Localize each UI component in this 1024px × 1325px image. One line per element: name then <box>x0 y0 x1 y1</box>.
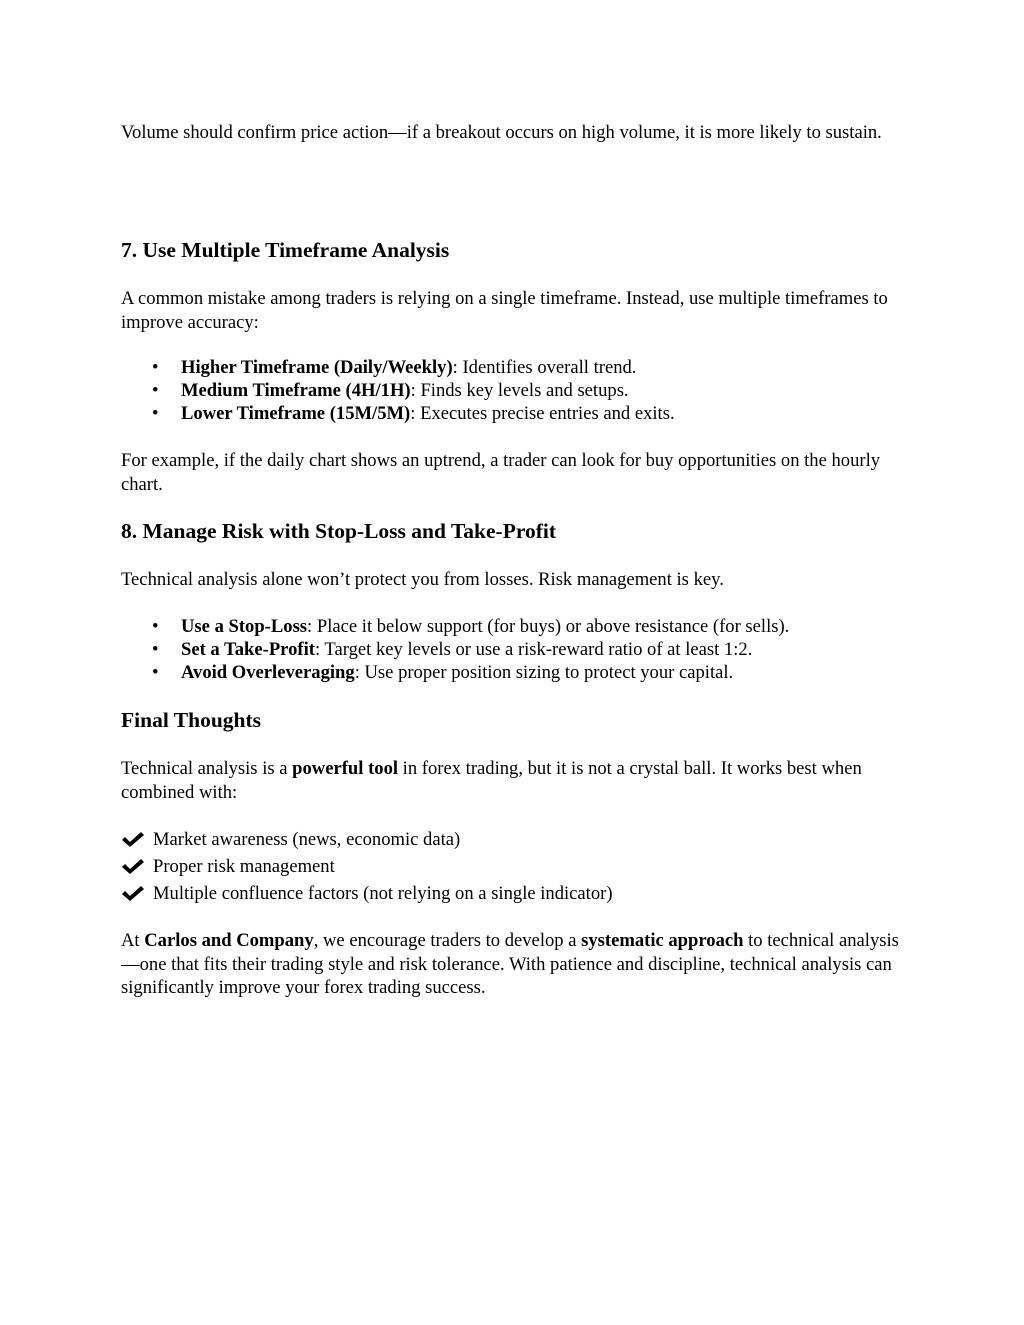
list-item-bold: Medium Timeframe (4H/1H) <box>181 380 411 401</box>
list-item-text: : Use proper position sizing to protect your capital. <box>354 662 734 683</box>
company-name: Carlos and Company <box>144 930 314 951</box>
checkmark-icon <box>121 858 145 875</box>
list-item <box>121 402 911 425</box>
section-8-intro: Technical analysis alone won’t protect you from losses. Risk management is key. <box>121 569 724 590</box>
text-run: Technical analysis is a <box>121 758 293 779</box>
list-item-bold: Avoid Overleveraging <box>181 662 355 683</box>
text-run-bold: powerful tool <box>292 758 399 779</box>
section-7-intro: A common mistake among traders is relying on a single timeframe. Instead, use multiple timeframes to improve accuracy: <box>121 288 888 333</box>
bullet-dot-icon: • <box>152 662 159 683</box>
bullet-dot-icon: • <box>152 403 159 424</box>
section-7-example: For example, if the daily chart shows an uptrend, a trader can look for buy opportunities on the hourly chart. <box>121 450 881 495</box>
list-item-text: : Place it below support (for buys) or above resistance (for sells). <box>307 616 790 637</box>
text-run: in forex trading, but it is not a crystal ball. It works best when combined with: <box>121 758 862 803</box>
list-item-bold: Use a Stop-Loss <box>181 616 308 637</box>
text-run: to technical analysis—one that fits their trading style and risk tolerance. With patience and discipline, technical analysis can significantly improve your forex trading success. <box>121 930 899 998</box>
checklist-item <box>121 853 911 880</box>
list-item-bold: Higher Timeframe (Daily/Weekly) <box>181 357 453 378</box>
bullet-dot-icon: • <box>152 380 159 401</box>
section-8-heading: 8. Manage Risk with Stop-Loss and Take-Profit <box>121 519 557 543</box>
final-paragraph-2 <box>121 929 911 1000</box>
checklist-item-label: Multiple confluence factors (not relying on a single indicator) <box>153 883 613 904</box>
list-item <box>121 638 911 661</box>
bullet-dot-icon: • <box>152 357 159 378</box>
list-item-bold: Set a Take-Profit <box>181 639 315 660</box>
checklist-item-label: Proper risk management <box>153 856 335 877</box>
checklist-item-label: Market awareness (news, economic data) <box>153 829 461 850</box>
list-item <box>121 356 911 379</box>
list-item-text: : Finds key levels and setups. <box>410 380 629 401</box>
list-item-text: : Executes precise entries and exits. <box>410 403 675 424</box>
text-run: , we encourage traders to develop a <box>313 930 582 951</box>
bullet-dot-icon: • <box>152 639 159 660</box>
final-thoughts-heading: Final Thoughts <box>121 708 262 732</box>
checklist-item <box>121 880 911 907</box>
checkmark-icon <box>121 831 145 848</box>
list-item <box>121 661 911 684</box>
text-run-bold: systematic approach <box>581 930 744 951</box>
checklist <box>121 826 911 907</box>
list-item <box>121 379 911 402</box>
risk-list <box>121 615 911 684</box>
list-item-text: : Identifies overall trend. <box>452 357 637 378</box>
checkmark-icon <box>121 885 145 902</box>
timeframe-list <box>121 356 911 425</box>
list-item-text: : Target key levels or use a risk-reward ratio of at least 1:2. <box>314 639 753 660</box>
bullet-dot-icon: • <box>152 616 159 637</box>
list-item-bold: Lower Timeframe (15M/5M) <box>181 403 411 424</box>
list-item <box>121 615 911 638</box>
section-7-heading: 7. Use Multiple Timeframe Analysis <box>121 238 450 262</box>
final-paragraph-1 <box>121 757 911 804</box>
intro-paragraph: Volume should confirm price action—if a breakout occurs on high volume, it is more likely to sustain. <box>121 122 882 143</box>
text-run: At <box>121 930 145 951</box>
checklist-item <box>121 826 911 853</box>
